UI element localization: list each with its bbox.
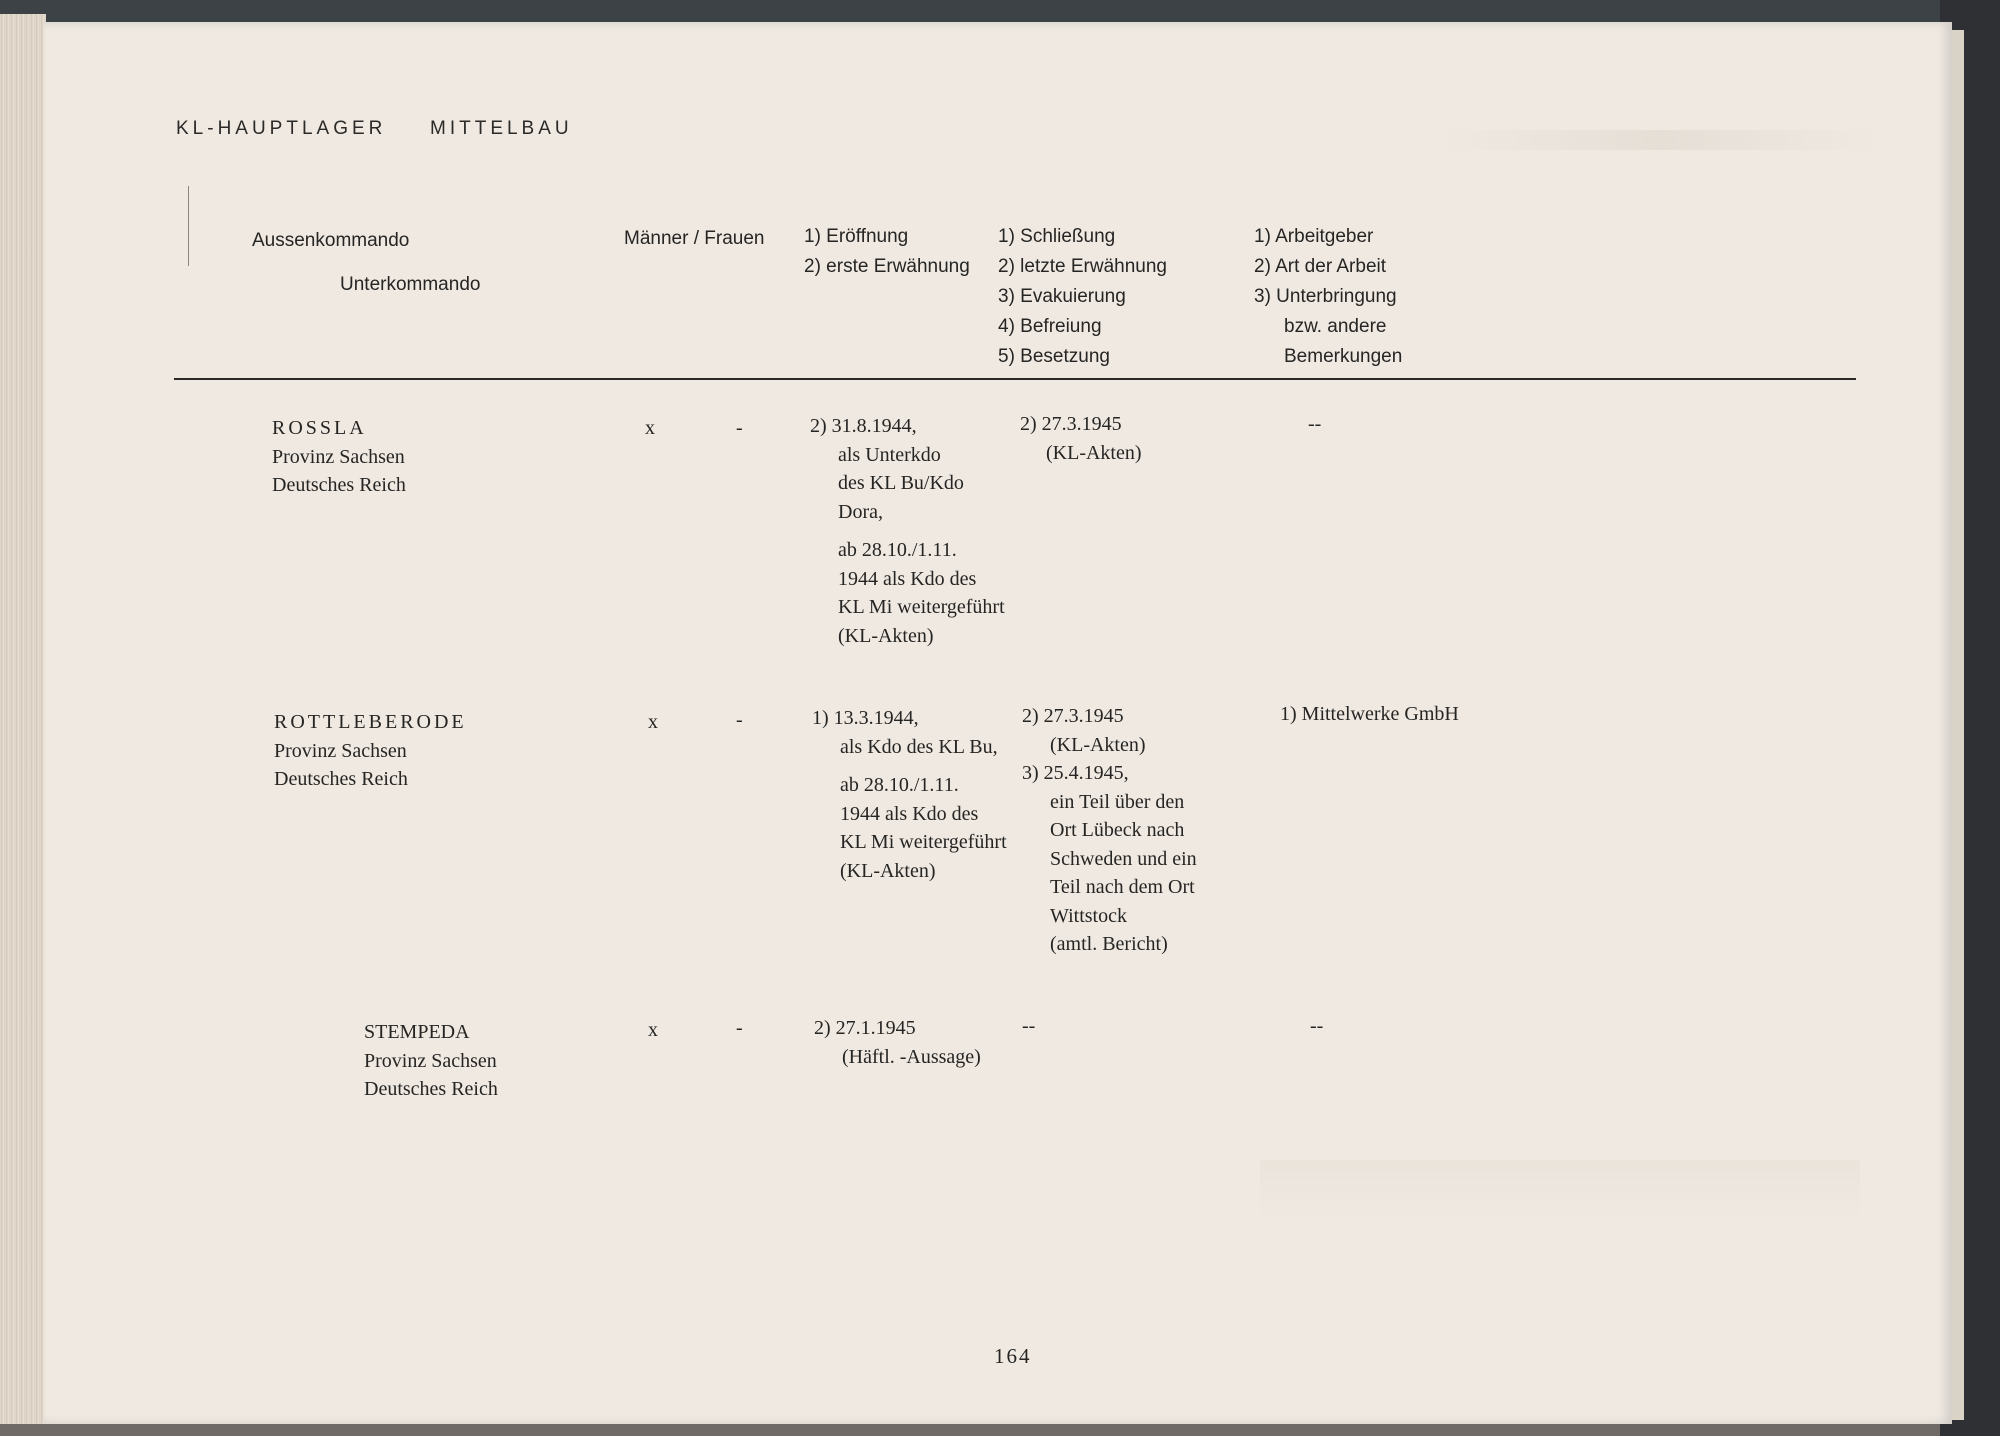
opening-text (814, 1014, 981, 1071)
opening-line: 1944 als Kdo des (838, 567, 977, 590)
row-place (364, 1018, 498, 1104)
opening-line: des KL Bu/Kdo (838, 472, 964, 494)
opening-line: 1944 als Kdo des (840, 802, 979, 825)
margin-mark (188, 186, 189, 266)
opening-line: (KL-Akten) (838, 624, 934, 647)
col-schliessung-line: 2) letzte Erwähnung (998, 256, 1167, 277)
opening-block (812, 704, 1007, 761)
page-right-edge (1950, 30, 1964, 1420)
col-schliessung-line: 3) Evakuierung (998, 286, 1126, 307)
opening-block (810, 536, 1005, 650)
place-province: Provinz Sachsen (272, 445, 405, 468)
opening-block (810, 412, 1005, 526)
col-arbeitgeber (1254, 222, 1402, 372)
closing-text: -- (1022, 1015, 1036, 1037)
closing-line: (amtl. Bericht) (1050, 933, 1168, 955)
page-stack-edge (0, 14, 46, 1424)
closing-text (1020, 410, 1142, 467)
opening-line: als Unterkdo (838, 443, 941, 466)
opening-text (812, 704, 1007, 885)
place-name: ROSSLA (272, 417, 367, 439)
opening-line: ab 28.10./1.11. (838, 539, 957, 561)
remarks-text: -- (1308, 413, 1322, 435)
place-province: Provinz Sachsen (364, 1049, 497, 1072)
frauen-mark: - (736, 709, 743, 731)
opening-line: (Häftl. -Aussage) (842, 1045, 981, 1068)
closing-text (1022, 702, 1197, 959)
opening-line: KL Mi weitergeführt (838, 596, 1005, 618)
opening-line: 2) 27.1.1945 (814, 1017, 916, 1039)
opening-line: als Kdo des KL Bu, (840, 735, 998, 758)
closing-line: ein Teil über den (1050, 790, 1185, 813)
row-place (272, 414, 406, 500)
frauen-mark: - (736, 1017, 743, 1039)
closing-line: (KL-Akten) (1050, 733, 1146, 756)
closing-line: 2) 27.3.1945 (1022, 705, 1124, 727)
closing-line: Schweden und ein (1050, 847, 1197, 870)
bleed-through-texture-2 (1260, 1160, 1860, 1220)
col-eroeffnung (804, 222, 970, 282)
page-number: 164 (994, 1344, 1032, 1368)
col-schliessung-line: 5) Besetzung (998, 346, 1110, 367)
col-arbeitgeber-line: 1) Arbeitgeber (1254, 226, 1374, 247)
closing-line: Teil nach dem Ort (1050, 876, 1195, 898)
col-arbeitgeber-line: Bemerkungen (1284, 346, 1403, 367)
place-province: Provinz Sachsen (274, 739, 407, 762)
page-title: KL-HAUPTLAGER (176, 118, 387, 139)
opening-line: Dora, (838, 500, 883, 523)
remarks-text: -- (1310, 1015, 1324, 1037)
frauen-mark: - (736, 417, 743, 439)
opening-line: 1) 13.3.1944, (812, 707, 919, 729)
closing-line: 2) 27.3.1945 (1020, 413, 1122, 435)
col-schliessung (998, 222, 1167, 372)
col-maenner-frauen: Männer / Frauen (624, 228, 765, 249)
opening-line: 2) 31.8.1944, (810, 415, 917, 437)
opening-line: ab 28.10./1.11. (840, 774, 959, 796)
bleed-through-texture (1440, 130, 1880, 150)
opening-block (812, 771, 1007, 885)
place-country: Deutsches Reich (364, 1078, 498, 1100)
place-country: Deutsches Reich (272, 474, 406, 496)
closing-line: Ort Lübeck nach (1050, 819, 1185, 841)
col-arbeitgeber-line: 2) Art der Arbeit (1254, 256, 1387, 277)
closing-line: (KL-Akten) (1046, 441, 1142, 464)
col-eroeffnung-line: 1) Eröffnung (804, 226, 909, 247)
opening-line: KL Mi weitergeführt (840, 831, 1007, 853)
maenner-mark: x (648, 711, 658, 733)
col-schliessung-line: 1) Schließung (998, 226, 1116, 247)
col-schliessung-line: 4) Befreiung (998, 316, 1102, 337)
col-arbeitgeber-line: 3) Unterbringung (1254, 286, 1397, 307)
col-unterkommando: Unterkommando (340, 274, 481, 295)
header-rule (174, 378, 1856, 380)
row-place (274, 708, 467, 794)
remarks-text: 1) Mittelwerke GmbH (1280, 703, 1459, 725)
page-subtitle: MITTELBAU (430, 118, 573, 139)
place-country: Deutsches Reich (274, 768, 408, 790)
col-eroeffnung-line: 2) erste Erwähnung (804, 256, 970, 277)
closing-line: 3) 25.4.1945, (1022, 762, 1129, 784)
opening-line: (KL-Akten) (840, 859, 936, 882)
opening-text (810, 412, 1005, 650)
maenner-mark: x (645, 417, 655, 439)
maenner-mark: x (648, 1019, 658, 1041)
place-name: STEMPEDA (364, 1021, 470, 1043)
col-arbeitgeber-line: bzw. andere (1284, 316, 1387, 337)
place-name: ROTTLEBERODE (274, 711, 467, 733)
col-aussenkommando: Aussenkommando (252, 230, 410, 251)
closing-line: Wittstock (1050, 904, 1127, 927)
